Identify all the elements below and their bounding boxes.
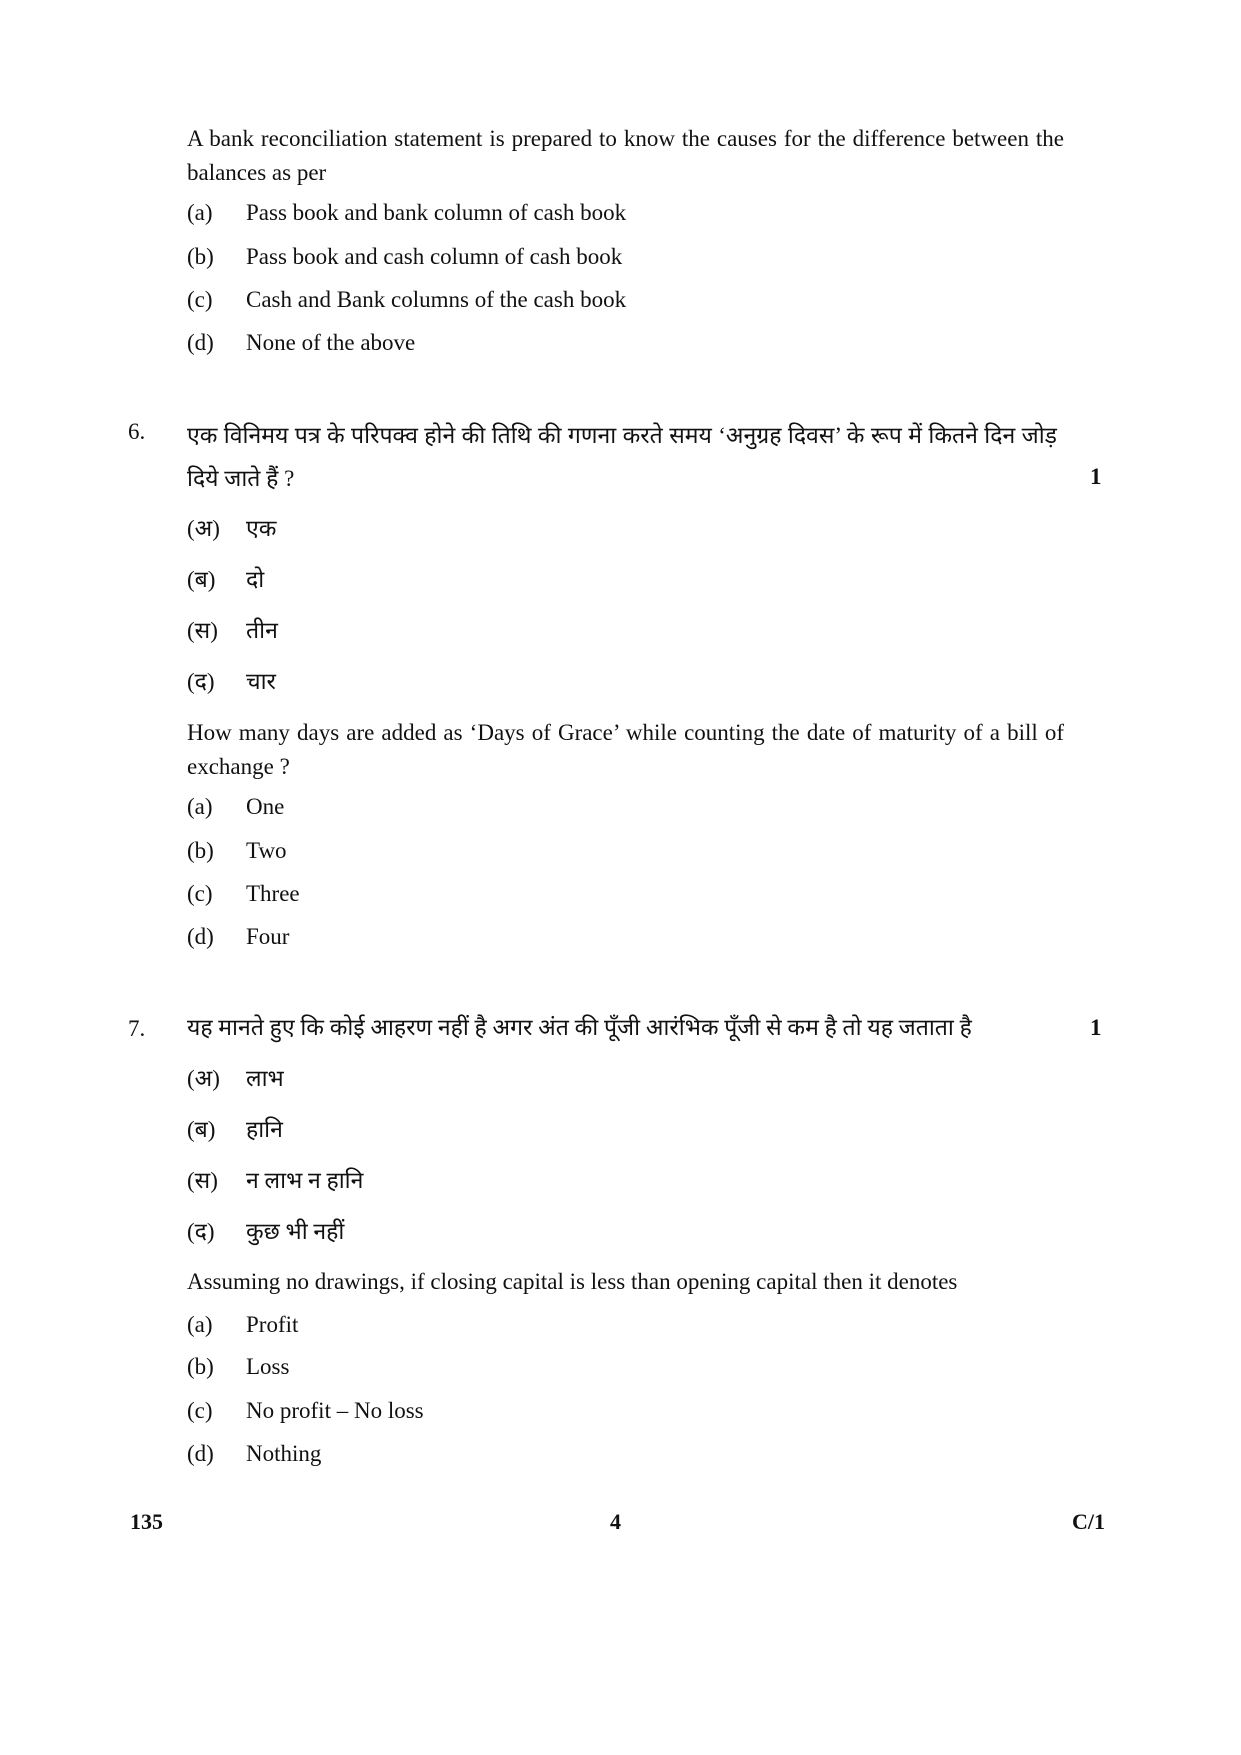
q6-hindi-option-c: [187, 616, 278, 646]
option-label: (स): [187, 1168, 218, 1193]
option-text: No profit – No loss: [246, 1398, 424, 1423]
option-label: (ब): [187, 567, 216, 592]
option-text: Loss: [246, 1354, 290, 1379]
q7-hindi-option-b: [187, 1115, 283, 1145]
q7-hindi-option-c: [187, 1166, 363, 1196]
q7-option-b: [187, 1352, 289, 1382]
option-label: (b): [187, 838, 214, 863]
q7-hindi-option-d: [187, 1217, 344, 1247]
q6-marks: 1: [1090, 464, 1102, 489]
option-label: (a): [187, 1312, 213, 1337]
q6-hindi-option-a: [187, 514, 276, 544]
option-text: तीन: [246, 618, 278, 643]
option-label: (द): [187, 669, 215, 694]
q6-english-question: How many days are added as ‘Days of Grace’ while counting the date of maturity of a bill of exchange ?: [187, 720, 1064, 779]
option-text: हानि: [246, 1117, 283, 1142]
q6-hindi-option-b: [187, 565, 264, 595]
q7-english-question: Assuming no drawings, if closing capital is less than opening capital then it denotes: [187, 1269, 958, 1294]
option-text: Three: [246, 881, 300, 906]
q7-number: 7.: [128, 1016, 146, 1041]
q5-option-b: [187, 242, 622, 272]
option-label: (ब): [187, 1117, 216, 1142]
q6-hindi-option-d: [187, 667, 276, 697]
option-label: (स): [187, 618, 218, 643]
q7-hindi-question: यह मानते हुए कि कोई आहरण नहीं है अगर अंत की पूँजी आरंभिक पूँजी से कम है तो यह जताता है: [187, 1015, 972, 1040]
paper-code: 135: [130, 1509, 163, 1534]
q7-option-d: [187, 1439, 321, 1469]
q5-option-d: [187, 328, 415, 358]
q5-option-a: [187, 198, 626, 228]
q7-marks: 1: [1090, 1015, 1102, 1040]
option-text: लाभ: [246, 1066, 284, 1091]
option-text: Cash and Bank columns of the cash book: [246, 287, 627, 312]
q5-option-c: [187, 285, 626, 315]
option-label: (अ): [187, 1066, 220, 1091]
q7-option-a: [187, 1310, 298, 1340]
q7-hindi-option-a: [187, 1064, 284, 1094]
option-label: (b): [187, 244, 214, 269]
option-label: (c): [187, 1398, 213, 1423]
option-label: (d): [187, 924, 214, 949]
option-text: न लाभ न हानि: [246, 1168, 364, 1193]
option-text: एक: [246, 516, 277, 541]
q6-option-a: [187, 792, 284, 822]
q6-option-c: [187, 879, 300, 909]
q6-option-b: [187, 836, 287, 866]
option-text: None of the above: [246, 330, 416, 355]
option-label: (c): [187, 881, 213, 906]
q6-hindi-question: एक विनिमय पत्र के परिपक्व होने की तिथि की गणना करते समय ‘अनुग्रह दिवस’ के रूप में कितने दिन जोड़ दिये जाते हैं ?: [187, 423, 1057, 491]
q6-option-d: [187, 922, 289, 952]
option-label: (अ): [187, 516, 220, 541]
option-label: (a): [187, 200, 213, 225]
option-label: (d): [187, 1441, 214, 1466]
q7-option-c: [187, 1396, 424, 1426]
option-text: Four: [246, 924, 290, 949]
option-text: Nothing: [246, 1441, 322, 1466]
option-text: कुछ भी नहीं: [246, 1219, 345, 1244]
option-text: Profit: [246, 1312, 299, 1337]
option-text: चार: [246, 669, 276, 694]
q6-number: 6.: [128, 419, 146, 444]
option-label: (द): [187, 1219, 215, 1244]
option-label: (c): [187, 287, 213, 312]
option-label: (a): [187, 794, 213, 819]
option-text: One: [246, 794, 285, 819]
option-text: दो: [246, 567, 265, 592]
option-label: (b): [187, 1354, 214, 1379]
option-text: Pass book and bank column of cash book: [246, 200, 627, 225]
page-number: 4: [610, 1509, 621, 1534]
option-label: (d): [187, 330, 214, 355]
set-code: C/1: [1072, 1509, 1105, 1534]
option-text: Pass book and cash column of cash book: [246, 244, 623, 269]
q5-english-question: A bank reconciliation statement is prepared to know the causes for the difference between the balances as per: [187, 126, 1064, 185]
option-text: Two: [246, 838, 287, 863]
